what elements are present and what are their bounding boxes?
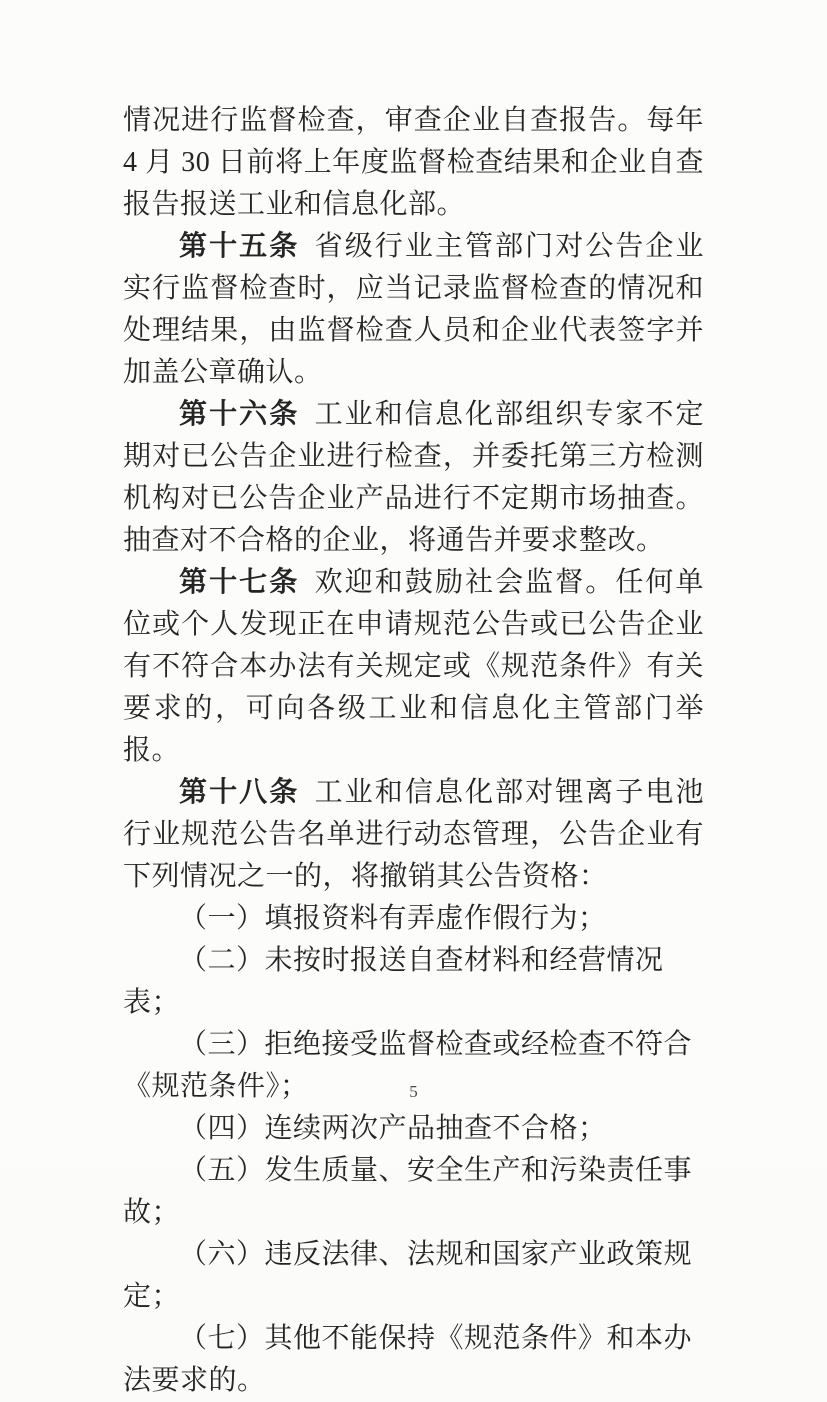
revocation-item-4: （四）连续两次产品抽查不合格；: [179, 1113, 607, 1144]
article-17-text: 欢迎和鼓励社会监督。任何单位或个人发现正在申请规范公告或已公告企业有不符合本办法有关规定或《规范条件》有关要求的，可向各级工业和信息化主管部门举报。: [123, 567, 704, 766]
article-16-number: 第十六条: [179, 399, 300, 430]
article-18-text: 工业和信息化部对锂离子电池行业规范公告名单进行动态管理，公告企业有下列情况之一的，将撤销其公告资格：: [123, 777, 704, 892]
revocation-item-1: （一）填报资料有弄虚作假行为；: [179, 903, 607, 934]
continuation-paragraph: 情况进行监督检查，审查企业自查报告。每年 4 月 30 日前将上年度监督检查结果和企业自查报告报送工业和信息化部。: [123, 105, 704, 220]
revocation-item-3: （三）拒绝接受监督检查或经检查不符合《规范条件》；: [123, 1029, 693, 1102]
document-body: [123, 100, 704, 1402]
revocation-item-2: （二）未按时报送自查材料和经营情况表；: [123, 945, 664, 1018]
article-18-paragraph: [123, 772, 704, 898]
article-15-paragraph: [123, 226, 704, 394]
article-17-paragraph: [123, 562, 704, 772]
article-15-number: 第十五条: [179, 231, 300, 262]
revocation-item-7: （七）其他不能保持《规范条件》和本办法要求的。: [123, 1323, 693, 1396]
article-15-text: 省级行业主管部门对公告企业实行监督检查时，应当记录监督检查的情况和处理结果，由监督检查人员和企业代表签字并加盖公章确认。: [123, 231, 704, 388]
article-18-number: 第十八条: [179, 777, 300, 808]
page-footer: [0, 1082, 827, 1102]
article-17-number: 第十七条: [179, 567, 300, 598]
article-16-text: 工业和信息化部组织专家不定期对已公告企业进行检查，并委托第三方检测机构对已公告企业产品进行不定期市场抽查。抽查对不合格的企业，将通告并要求整改。: [123, 399, 704, 556]
revocation-item-5: （五）发生质量、安全生产和污染责任事故；: [123, 1155, 693, 1228]
article-16-paragraph: [123, 394, 704, 562]
page-number: 5: [409, 1082, 418, 1101]
revocation-item-6: （六）违反法律、法规和国家产业政策规定；: [123, 1239, 693, 1312]
